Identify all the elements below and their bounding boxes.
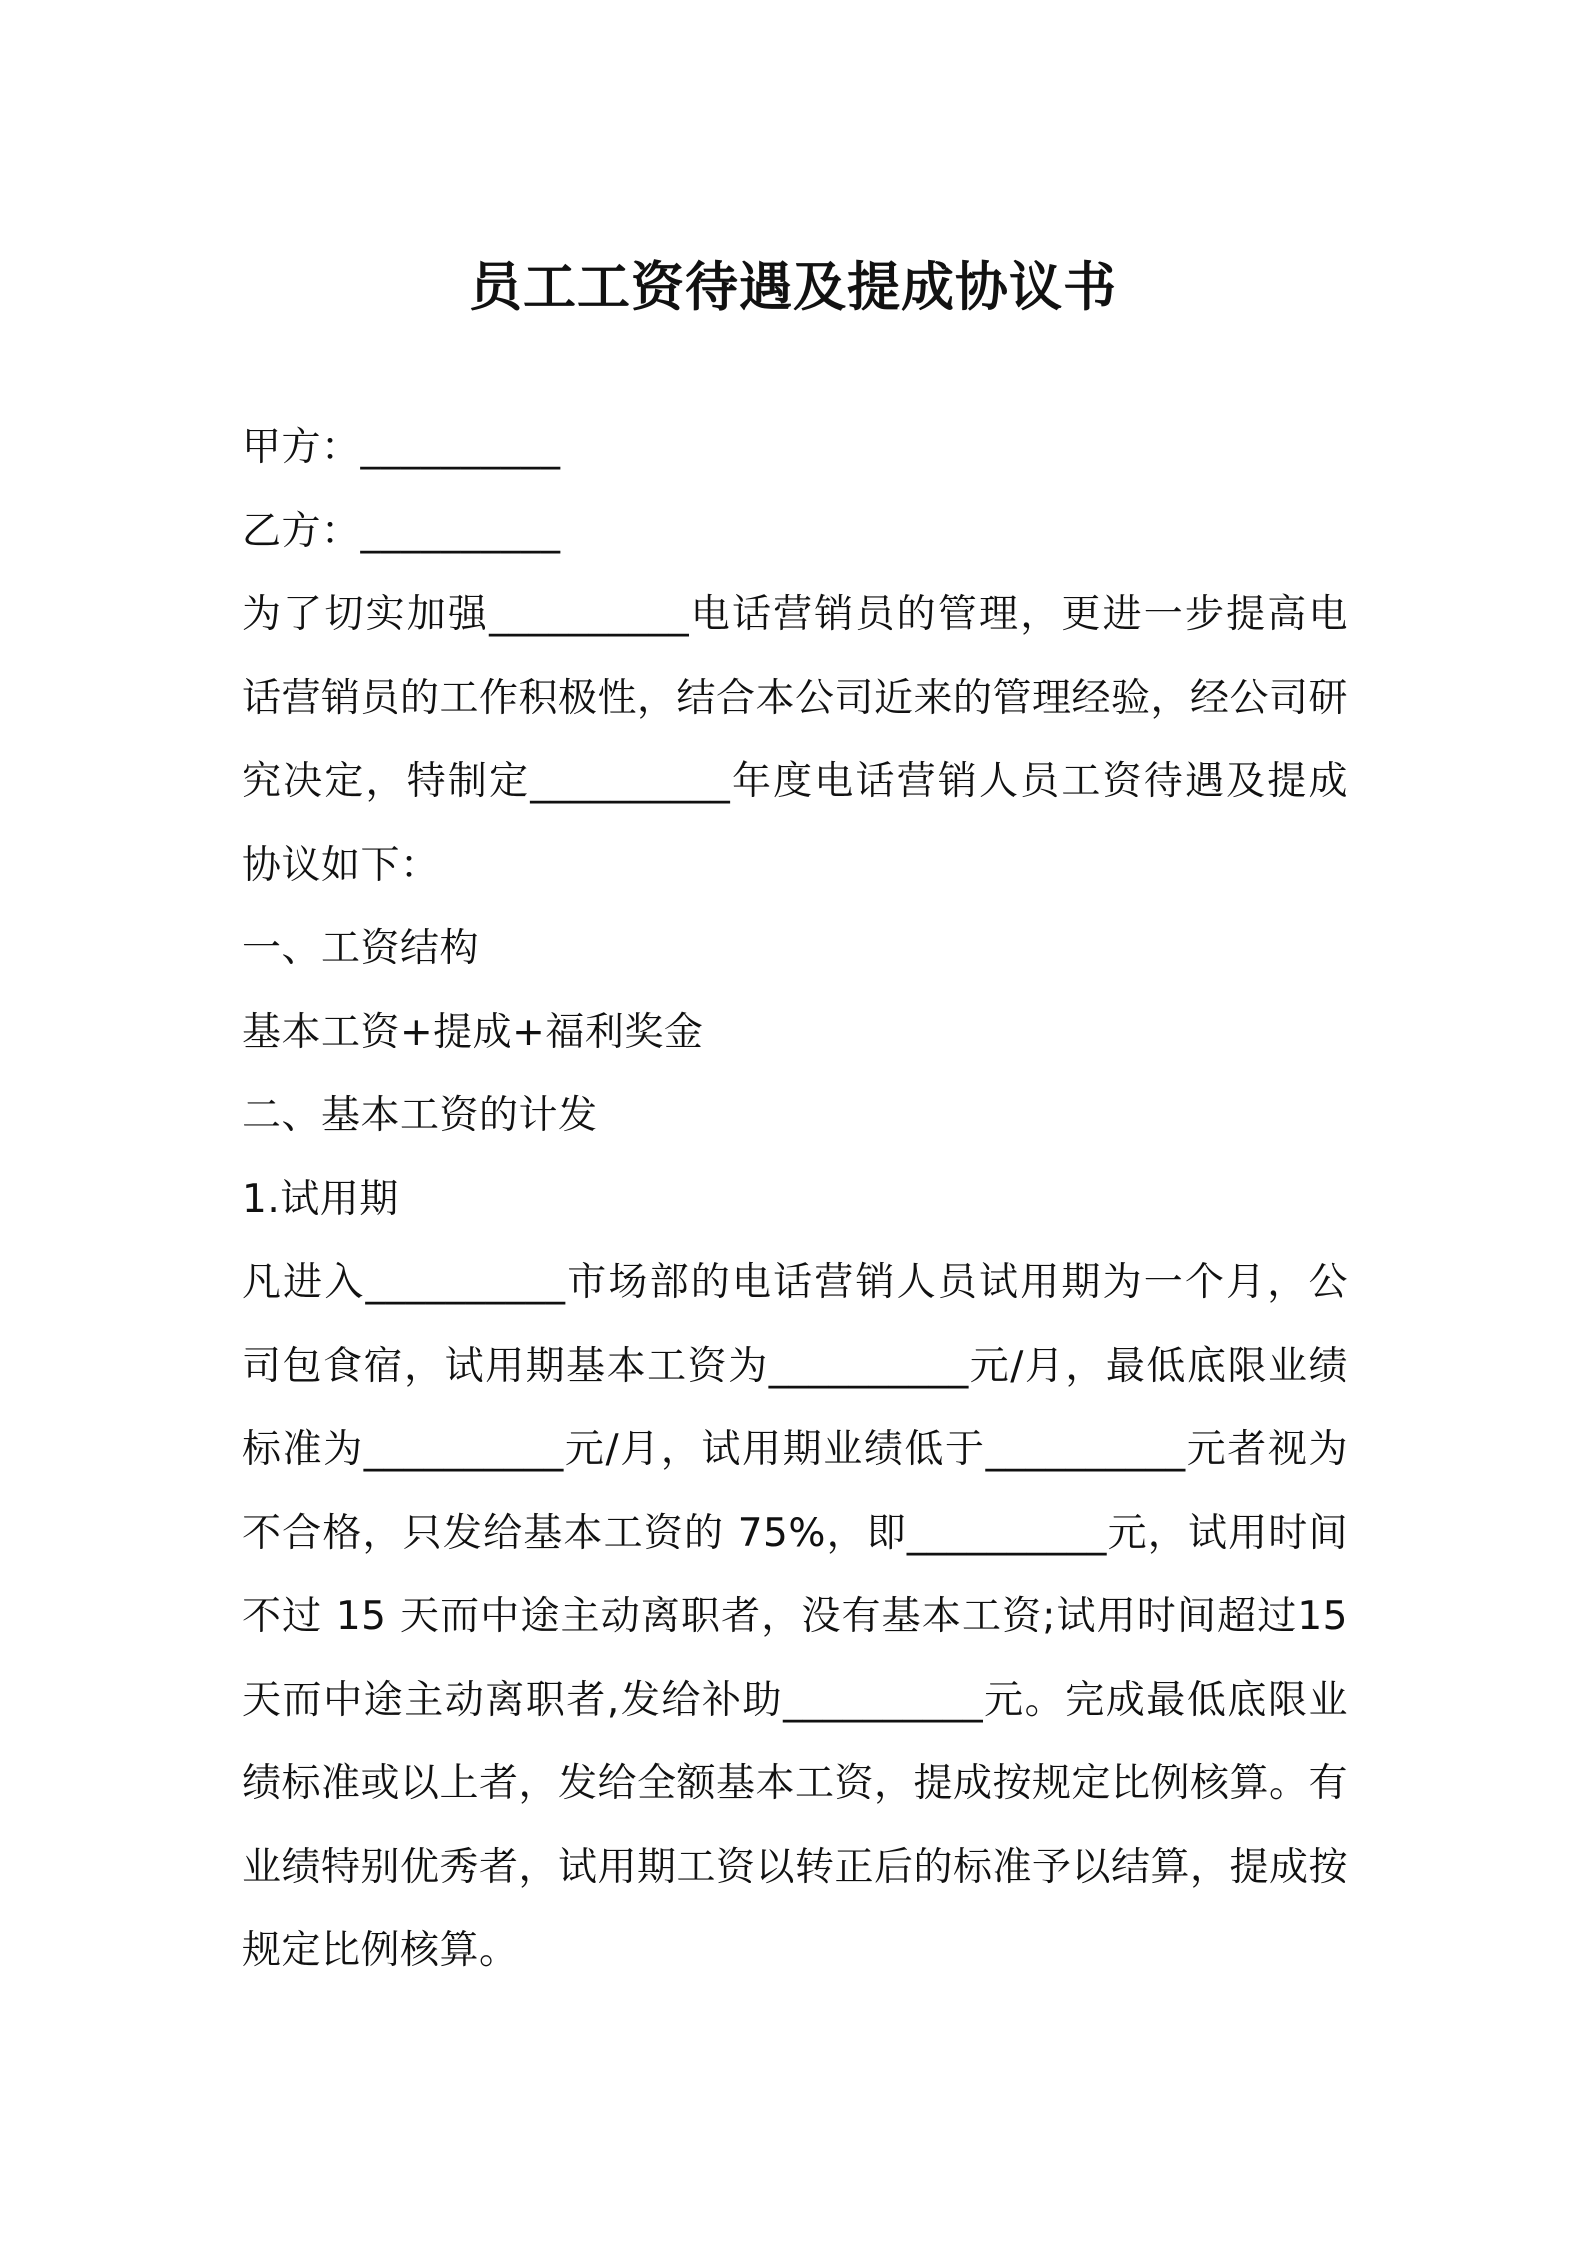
section-heading-1: 一、工资结构: [242, 926, 480, 971]
party-b-line: 乙方：__________: [242, 508, 561, 554]
subsection-heading-probation: 1.试用期: [242, 1176, 399, 1222]
document-body: [242, 406, 1348, 1993]
probation-paragraph: 凡进入__________市场部的电话营销人员试用期为一个月，公司包食宿，试用期基本工资为__________元/月，最低底限业绩标准为__________元/月，试用期业绩低于__________元者视为不合格，只发给基本工资的 75%，即__________元，试用时间不过 15 天而中途主动离职者，没有基本工资;试用时间超过15天而中途主动离职者,发给补助__________元。完成最低底限业绩标准或以上者，发给全额基本工资，提成按规定比例核算。有业绩特别优秀者，试用期工资以转正后的标准予以结算，提成按规定比例核算。: [242, 1260, 1349, 1973]
intro-paragraph: 为了切实加强__________电话营销员的管理，更进一步提高电话营销员的工作积极性，结合本公司近来的管理经验，经公司研究决定，特制定__________年度电话营销人员工资待遇及提成协议如下：: [242, 592, 1349, 888]
document-title: 员工工资待遇及提成协议书: [469, 257, 1117, 318]
party-a-line: 甲方：__________: [242, 425, 561, 470]
section-heading-2: 二、基本工资的计发: [242, 1093, 598, 1138]
salary-structure-text: 基本工资+提成+福利奖金: [242, 1009, 704, 1055]
